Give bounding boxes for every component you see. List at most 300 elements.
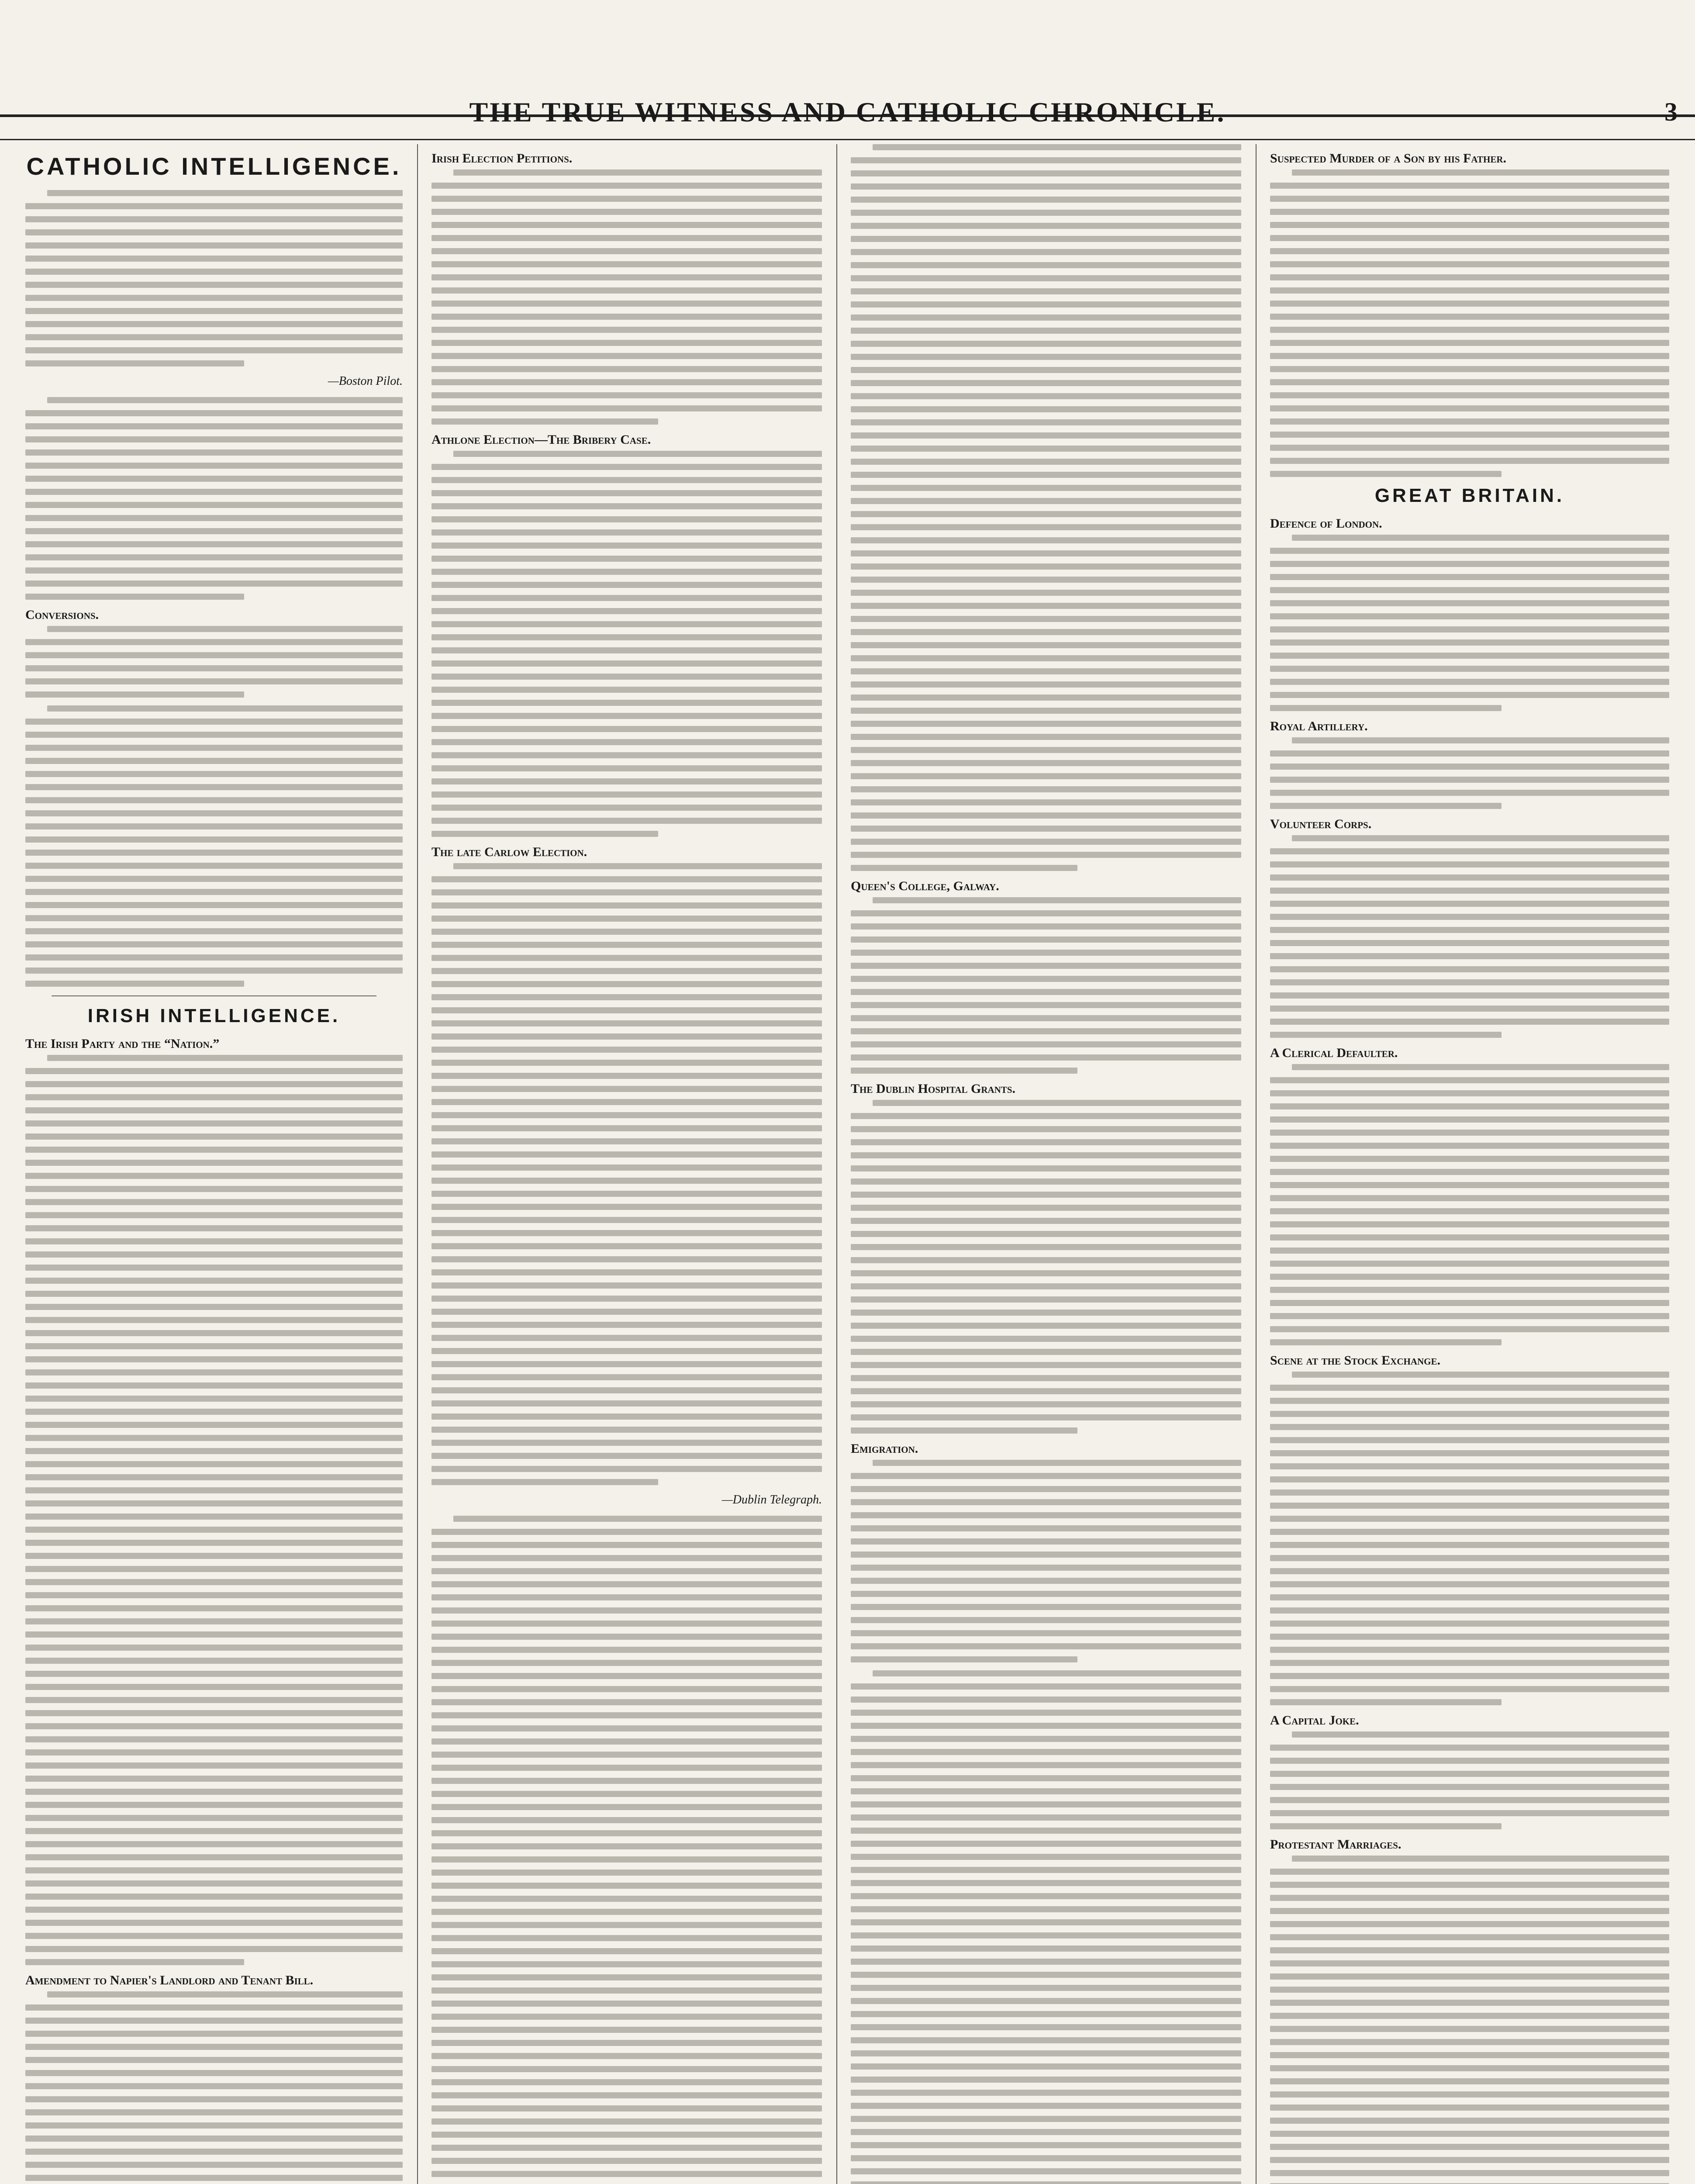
text-line-placeholder xyxy=(432,2092,822,2098)
text-line-placeholder xyxy=(851,989,1241,995)
text-line-placeholder xyxy=(25,1631,403,1638)
text-line-placeholder xyxy=(1270,1169,1669,1175)
unreadable-paragraph xyxy=(1270,737,1669,809)
text-line-placeholder xyxy=(432,1178,822,1184)
text-line-placeholder xyxy=(1270,1143,1669,1149)
source-credit: —Dublin Telegraph. xyxy=(721,1493,822,1507)
text-line-placeholder xyxy=(432,1112,822,1118)
text-line-placeholder xyxy=(25,784,403,790)
column-3 xyxy=(843,144,1249,2184)
text-line-placeholder xyxy=(25,528,403,534)
text-line-placeholder xyxy=(25,476,403,482)
text-line-placeholder xyxy=(432,1322,822,1328)
text-line-placeholder xyxy=(851,406,1241,412)
text-line-placeholder xyxy=(432,1699,822,1705)
text-line-placeholder xyxy=(851,1192,1241,1198)
text-line-placeholder xyxy=(25,256,403,262)
text-line-placeholder xyxy=(25,1658,403,1664)
text-line-placeholder xyxy=(1270,861,1669,867)
text-line-placeholder xyxy=(851,950,1241,956)
text-line-placeholder xyxy=(25,719,403,725)
article-heading: Irish Election Petitions. xyxy=(432,151,573,166)
text-line-placeholder xyxy=(453,863,822,869)
text-line-placeholder xyxy=(851,668,1241,674)
text-line-placeholder xyxy=(25,1500,403,1507)
text-line-placeholder xyxy=(1270,1771,1669,1777)
text-line-placeholder xyxy=(47,1991,403,1997)
text-line-placeholder xyxy=(1270,1869,1669,1875)
text-line-placeholder xyxy=(432,1935,822,1941)
text-line-placeholder xyxy=(432,379,822,385)
column-2 xyxy=(424,144,830,2184)
text-line-placeholder xyxy=(432,831,658,837)
text-line-placeholder xyxy=(851,1565,1241,1571)
text-line-placeholder xyxy=(851,773,1241,779)
text-line-placeholder xyxy=(851,367,1241,373)
text-line-placeholder xyxy=(25,1723,403,1729)
text-line-placeholder xyxy=(1270,1476,1669,1482)
text-line-placeholder xyxy=(851,419,1241,425)
text-line-placeholder xyxy=(432,503,822,509)
text-line-placeholder xyxy=(1292,535,1669,541)
text-line-placeholder xyxy=(25,678,403,684)
unreadable-paragraph xyxy=(1270,1856,1669,2184)
text-line-placeholder xyxy=(25,1749,403,1755)
text-line-placeholder xyxy=(1292,835,1669,841)
text-line-placeholder xyxy=(25,810,403,816)
text-line-placeholder xyxy=(25,1828,403,1834)
text-line-placeholder xyxy=(851,472,1241,478)
text-line-placeholder xyxy=(25,1946,403,1952)
text-line-placeholder xyxy=(432,1479,658,1485)
unreadable-paragraph xyxy=(851,1460,1241,1662)
text-line-placeholder xyxy=(851,1139,1241,1145)
text-line-placeholder xyxy=(25,308,403,314)
text-line-placeholder xyxy=(432,1712,822,1718)
text-line-placeholder xyxy=(851,577,1241,583)
text-line-placeholder xyxy=(1270,2065,1669,2071)
text-line-placeholder xyxy=(1270,1555,1669,1561)
text-line-placeholder xyxy=(432,2079,822,2085)
text-line-placeholder xyxy=(432,340,822,346)
text-line-placeholder xyxy=(851,1296,1241,1303)
text-line-placeholder xyxy=(25,1173,403,1179)
text-line-placeholder xyxy=(1270,1529,1669,1535)
text-line-placeholder xyxy=(432,1607,822,1614)
text-line-placeholder xyxy=(432,418,658,425)
text-line-placeholder xyxy=(851,681,1241,688)
text-line-placeholder xyxy=(25,889,403,895)
text-line-placeholder xyxy=(432,713,822,719)
text-line-placeholder xyxy=(25,1920,403,1926)
text-line-placeholder xyxy=(25,1854,403,1860)
unreadable-paragraph xyxy=(25,190,403,366)
text-line-placeholder xyxy=(25,1396,403,1402)
section-heading: GREAT BRITAIN. xyxy=(1374,485,1565,506)
article-heading: A Capital Joke. xyxy=(1270,1713,1359,1728)
text-line-placeholder xyxy=(851,1323,1241,1329)
text-line-placeholder xyxy=(25,541,403,547)
text-line-placeholder xyxy=(1270,366,1669,372)
text-line-placeholder xyxy=(1270,679,1669,685)
text-line-placeholder xyxy=(25,216,403,222)
text-line-placeholder xyxy=(851,1165,1241,1171)
text-line-placeholder xyxy=(432,287,822,294)
text-line-placeholder xyxy=(25,1265,403,1271)
text-line-placeholder xyxy=(1270,1699,1502,1705)
masthead-bottom-rule xyxy=(0,139,1695,140)
text-line-placeholder xyxy=(1270,927,1669,933)
text-line-placeholder xyxy=(432,1542,822,1548)
text-line-placeholder xyxy=(432,327,822,333)
text-line-placeholder xyxy=(432,660,822,667)
text-line-placeholder xyxy=(851,1473,1241,1479)
text-line-placeholder xyxy=(1270,1385,1669,1391)
text-line-placeholder xyxy=(851,1525,1241,1531)
text-line-placeholder xyxy=(851,1972,1241,1978)
text-line-placeholder xyxy=(25,581,403,587)
text-line-placeholder xyxy=(1270,1647,1669,1653)
text-line-placeholder xyxy=(1270,1489,1669,1496)
unreadable-paragraph xyxy=(25,626,403,698)
text-line-placeholder xyxy=(25,1369,403,1375)
text-line-placeholder xyxy=(851,1656,1077,1662)
text-line-placeholder xyxy=(432,818,822,824)
article-heading: Scene at the Stock Exchange. xyxy=(1270,1353,1440,1368)
article-heading: The Irish Party and the “Nation.” xyxy=(25,1037,220,1051)
text-line-placeholder xyxy=(432,1738,822,1745)
text-line-placeholder xyxy=(1270,764,1669,770)
text-line-placeholder xyxy=(432,1191,822,1197)
text-line-placeholder xyxy=(851,1630,1241,1636)
text-line-placeholder xyxy=(432,739,822,745)
text-line-placeholder xyxy=(851,1801,1241,1807)
text-line-placeholder xyxy=(1270,992,1669,999)
text-line-placeholder xyxy=(851,1683,1241,1690)
text-line-placeholder xyxy=(25,203,403,209)
text-line-placeholder xyxy=(851,963,1241,969)
text-line-placeholder xyxy=(851,734,1241,740)
text-line-placeholder xyxy=(432,183,822,189)
text-line-placeholder xyxy=(1270,1006,1669,1012)
text-line-placeholder xyxy=(25,282,403,288)
text-line-placeholder xyxy=(851,1205,1241,1211)
text-line-placeholder xyxy=(432,1673,822,1679)
unreadable-paragraph xyxy=(25,1055,403,1965)
text-line-placeholder xyxy=(1270,209,1669,215)
text-line-placeholder xyxy=(25,1343,403,1349)
text-line-placeholder xyxy=(1270,1103,1669,1109)
text-line-placeholder xyxy=(432,1138,822,1144)
text-line-placeholder xyxy=(851,629,1241,635)
text-line-placeholder xyxy=(25,1160,403,1166)
text-line-placeholder xyxy=(432,595,822,601)
text-line-placeholder xyxy=(25,1867,403,1873)
text-line-placeholder xyxy=(25,1605,403,1611)
text-line-placeholder xyxy=(432,1896,822,1902)
text-line-placeholder xyxy=(1270,1973,1669,1980)
text-line-placeholder xyxy=(25,1802,403,1808)
text-line-placeholder xyxy=(1270,874,1669,881)
text-line-placeholder xyxy=(432,1778,822,1784)
text-line-placeholder xyxy=(25,1566,403,1572)
text-line-placeholder xyxy=(432,1086,822,1092)
article-heading: A Clerical Defaulter. xyxy=(1270,1046,1398,1060)
text-line-placeholder xyxy=(25,1356,403,1362)
column-divider xyxy=(836,144,837,2184)
text-line-placeholder xyxy=(25,1710,403,1716)
text-line-placeholder xyxy=(1270,548,1669,554)
text-line-placeholder xyxy=(851,603,1241,609)
text-line-placeholder xyxy=(1270,561,1669,567)
text-line-placeholder xyxy=(432,902,822,909)
text-line-placeholder xyxy=(1270,301,1669,307)
text-line-placeholder xyxy=(851,2142,1241,2148)
text-line-placeholder xyxy=(1270,1516,1669,1522)
text-line-placeholder xyxy=(432,366,822,372)
text-line-placeholder xyxy=(432,916,822,922)
text-line-placeholder xyxy=(1292,1372,1669,1378)
text-line-placeholder xyxy=(851,1310,1241,1316)
text-line-placeholder xyxy=(851,393,1241,399)
text-line-placeholder xyxy=(25,1762,403,1769)
text-line-placeholder xyxy=(432,516,822,522)
text-line-placeholder xyxy=(1270,432,1669,438)
text-line-placeholder xyxy=(25,1094,403,1100)
text-line-placeholder xyxy=(851,328,1241,334)
text-line-placeholder xyxy=(432,1909,822,1915)
text-line-placeholder xyxy=(851,210,1241,216)
text-line-placeholder xyxy=(432,889,822,895)
text-line-placeholder xyxy=(851,2168,1241,2174)
text-line-placeholder xyxy=(1270,222,1669,228)
text-line-placeholder xyxy=(47,190,403,196)
text-line-placeholder xyxy=(1270,790,1669,796)
text-line-placeholder xyxy=(1270,1019,1669,1025)
text-line-placeholder xyxy=(432,1961,822,1967)
text-line-placeholder xyxy=(1270,940,1669,946)
text-line-placeholder xyxy=(432,1296,822,1302)
text-line-placeholder xyxy=(432,2066,822,2072)
text-line-placeholder xyxy=(851,1604,1241,1610)
text-line-placeholder xyxy=(1270,458,1669,464)
text-line-placeholder xyxy=(47,397,403,403)
text-line-placeholder xyxy=(25,1461,403,1467)
text-line-placeholder xyxy=(851,1814,1241,1821)
text-line-placeholder xyxy=(432,1400,822,1406)
text-line-placeholder xyxy=(851,1244,1241,1250)
text-line-placeholder xyxy=(432,726,822,732)
text-line-placeholder xyxy=(851,1697,1241,1703)
text-line-placeholder xyxy=(25,2149,403,2155)
text-line-placeholder xyxy=(1270,1660,1669,1666)
text-line-placeholder xyxy=(1270,666,1669,672)
text-line-placeholder xyxy=(1270,1745,1669,1751)
text-line-placeholder xyxy=(851,2077,1241,2083)
text-line-placeholder xyxy=(851,249,1241,255)
text-line-placeholder xyxy=(25,968,403,974)
text-line-placeholder xyxy=(851,183,1241,190)
text-line-placeholder xyxy=(851,1178,1241,1185)
text-line-placeholder xyxy=(851,1257,1241,1263)
text-line-placeholder xyxy=(432,2158,822,2164)
text-line-placeholder xyxy=(851,590,1241,596)
text-line-placeholder xyxy=(851,1414,1241,1420)
text-line-placeholder xyxy=(1270,1581,1669,1587)
text-line-placeholder xyxy=(1270,2000,1669,2006)
text-line-placeholder xyxy=(1270,1463,1669,1469)
text-line-placeholder xyxy=(25,1841,403,1847)
article-heading: The late Carlow Election. xyxy=(432,845,587,859)
text-line-placeholder xyxy=(25,928,403,934)
unreadable-paragraph xyxy=(432,451,822,837)
text-line-placeholder xyxy=(851,1906,1241,1912)
text-line-placeholder xyxy=(1270,2039,1669,2045)
text-line-placeholder xyxy=(432,2145,822,2151)
text-line-placeholder xyxy=(25,1815,403,1821)
text-line-placeholder xyxy=(432,1073,822,1079)
unreadable-paragraph xyxy=(25,397,403,600)
source-credit: —Boston Pilot. xyxy=(328,374,403,388)
text-line-placeholder xyxy=(1270,418,1669,425)
text-line-placeholder xyxy=(25,915,403,921)
text-line-placeholder xyxy=(851,2024,1241,2030)
text-line-placeholder xyxy=(25,850,403,856)
text-line-placeholder xyxy=(432,1817,822,1823)
text-line-placeholder xyxy=(851,1919,1241,1925)
text-line-placeholder xyxy=(432,1830,822,1836)
text-line-placeholder xyxy=(25,1880,403,1887)
text-line-placeholder xyxy=(851,1710,1241,1716)
text-line-placeholder xyxy=(851,1270,1241,1276)
text-line-placeholder xyxy=(25,1933,403,1939)
text-line-placeholder xyxy=(1270,1287,1669,1293)
text-line-placeholder xyxy=(1270,471,1502,477)
text-line-placeholder xyxy=(25,423,403,429)
text-line-placeholder xyxy=(1270,626,1669,632)
text-line-placeholder xyxy=(432,235,822,241)
text-line-placeholder xyxy=(25,1645,403,1651)
text-line-placeholder xyxy=(432,621,822,627)
text-line-placeholder xyxy=(25,449,403,456)
text-line-placeholder xyxy=(1270,1686,1669,1692)
text-line-placeholder xyxy=(851,826,1241,832)
column-divider xyxy=(417,144,418,2184)
text-line-placeholder xyxy=(432,1843,822,1849)
text-line-placeholder xyxy=(25,2070,403,2076)
text-line-placeholder xyxy=(432,1348,822,1354)
text-line-placeholder xyxy=(432,1974,822,1980)
text-line-placeholder xyxy=(432,2001,822,2007)
unreadable-paragraph xyxy=(1270,835,1669,1038)
text-line-placeholder xyxy=(851,2181,1241,2184)
text-line-placeholder xyxy=(453,169,822,176)
text-line-placeholder xyxy=(432,1466,822,1472)
text-line-placeholder xyxy=(25,1251,403,1258)
text-line-placeholder xyxy=(432,647,822,653)
text-line-placeholder xyxy=(1270,353,1669,359)
text-line-placeholder xyxy=(432,1204,822,1210)
text-line-placeholder xyxy=(1270,901,1669,907)
text-line-placeholder xyxy=(25,981,244,987)
text-line-placeholder xyxy=(851,976,1241,982)
text-line-placeholder xyxy=(1270,2144,1669,2150)
text-line-placeholder xyxy=(851,1283,1241,1289)
text-line-placeholder xyxy=(25,863,403,869)
text-line-placeholder xyxy=(25,2004,403,2011)
text-line-placeholder xyxy=(1270,600,1669,606)
text-line-placeholder xyxy=(851,511,1241,517)
text-line-placeholder xyxy=(1270,1208,1669,1214)
text-line-placeholder xyxy=(432,196,822,202)
text-line-placeholder xyxy=(1270,1895,1669,1901)
text-line-placeholder xyxy=(1270,1823,1502,1829)
text-line-placeholder xyxy=(432,1581,822,1587)
text-line-placeholder xyxy=(1270,1234,1669,1241)
unreadable-paragraph xyxy=(851,1670,1241,2184)
text-line-placeholder xyxy=(851,1932,1241,1939)
text-line-placeholder xyxy=(25,1291,403,1297)
text-line-placeholder xyxy=(1270,196,1669,202)
column-divider xyxy=(1256,144,1257,2184)
text-line-placeholder xyxy=(1270,1032,1502,1038)
article-heading: Conversions. xyxy=(25,608,99,622)
text-line-placeholder xyxy=(851,262,1241,268)
text-line-placeholder xyxy=(432,942,822,948)
text-line-placeholder xyxy=(1270,1195,1669,1201)
text-line-placeholder xyxy=(25,2083,403,2089)
text-line-placeholder xyxy=(851,1959,1241,1965)
text-line-placeholder xyxy=(25,1579,403,1585)
text-line-placeholder xyxy=(1270,1300,1669,1306)
text-line-placeholder xyxy=(1270,2026,1669,2032)
text-line-placeholder xyxy=(851,2116,1241,2122)
text-line-placeholder xyxy=(25,665,403,671)
text-line-placeholder xyxy=(432,2118,822,2125)
text-line-placeholder xyxy=(25,1225,403,1231)
text-line-placeholder xyxy=(432,955,822,961)
text-line-placeholder xyxy=(1270,1503,1669,1509)
text-line-placeholder xyxy=(25,941,403,947)
text-line-placeholder xyxy=(851,1002,1241,1008)
text-line-placeholder xyxy=(851,760,1241,766)
text-line-placeholder xyxy=(432,1099,822,1105)
text-line-placeholder xyxy=(432,1125,822,1131)
text-line-placeholder xyxy=(851,197,1241,203)
text-line-placeholder xyxy=(25,1199,403,1205)
text-line-placeholder xyxy=(432,1165,822,1171)
text-line-placeholder xyxy=(1270,1116,1669,1123)
text-line-placeholder xyxy=(432,674,822,680)
text-line-placeholder xyxy=(432,2132,822,2138)
text-line-placeholder xyxy=(851,432,1241,439)
unreadable-paragraph xyxy=(851,144,1241,871)
text-line-placeholder xyxy=(25,321,403,327)
article-heading: Queen's College, Galway. xyxy=(851,879,999,893)
text-line-placeholder xyxy=(432,248,822,254)
unreadable-paragraph xyxy=(851,1100,1241,1434)
text-line-placeholder xyxy=(851,1880,1241,1886)
text-line-placeholder xyxy=(851,799,1241,805)
text-line-placeholder xyxy=(432,2040,822,2046)
text-line-placeholder xyxy=(432,876,822,882)
text-line-placeholder xyxy=(432,1555,822,1561)
text-line-placeholder xyxy=(851,708,1241,714)
text-line-placeholder xyxy=(432,1020,822,1026)
text-line-placeholder xyxy=(25,1776,403,1782)
text-line-placeholder xyxy=(851,1126,1241,1132)
text-line-placeholder xyxy=(25,902,403,908)
